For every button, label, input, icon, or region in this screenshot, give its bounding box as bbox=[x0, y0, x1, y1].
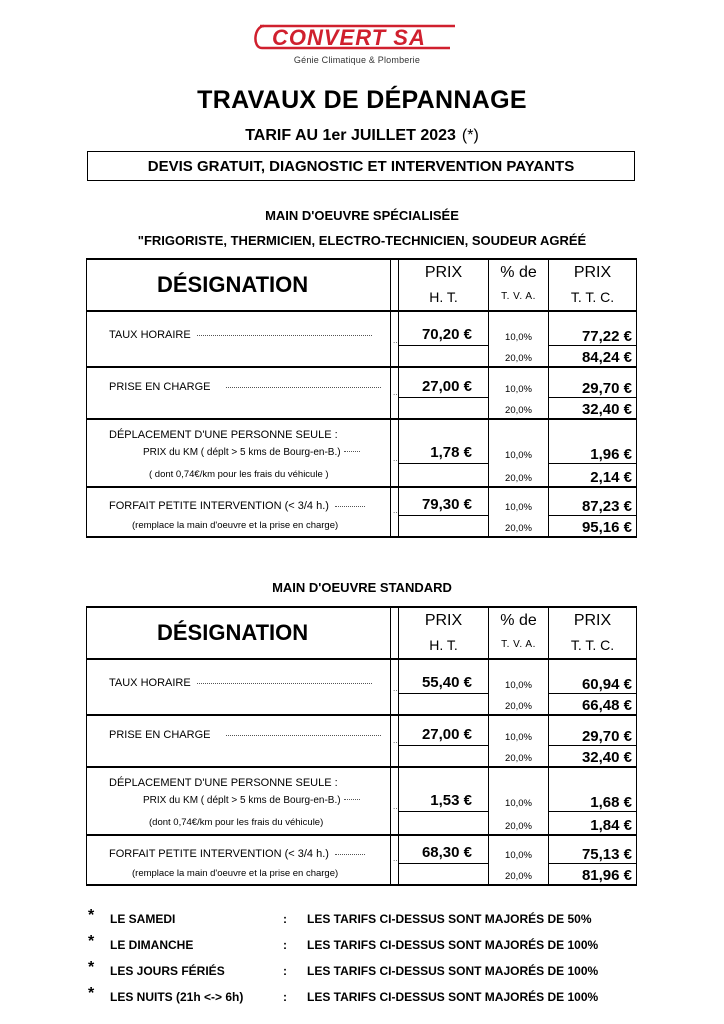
tva-rate: 20,0% bbox=[489, 515, 549, 537]
tva-rate: 10,0% bbox=[489, 789, 549, 811]
note-day: LES JOURS FÉRIÉS bbox=[110, 964, 225, 978]
row-label: PRISE EN CHARGE bbox=[109, 729, 211, 741]
row-label: DÉPLACEMENT D'UNE PERSONNE SEULE : bbox=[87, 767, 391, 789]
price-ht: 1,53 € bbox=[399, 789, 489, 811]
tva-rate: 10,0% bbox=[489, 487, 549, 515]
tva-rate: 10,0% bbox=[489, 367, 549, 397]
tva-rate: 20,0% bbox=[489, 345, 549, 367]
table-row: PRIX du KM ( déplt > 5 kms de Bourg-en-B.) .. 1,53 € 10,0% 1,68 € bbox=[87, 789, 637, 811]
table-row bbox=[87, 767, 637, 789]
price-ht: 68,30 € bbox=[399, 835, 489, 863]
row-label: PRISE EN CHARGE bbox=[109, 381, 211, 393]
asterisk-icon: * bbox=[88, 985, 95, 1002]
table-row bbox=[87, 515, 637, 537]
price-ttc: 2,14 € bbox=[549, 463, 637, 487]
row-label: TAUX HORAIRE bbox=[109, 677, 191, 689]
pricing-table-standard bbox=[86, 606, 637, 886]
row-sublabel: PRIX du KM ( déplt > 5 kms de Bourg-en-B.) bbox=[143, 446, 341, 458]
note-day: LE DIMANCHE bbox=[110, 938, 194, 952]
logo-brand-text: CONVERT SA bbox=[272, 25, 426, 50]
table-row: PRISE EN CHARGE .. 27,00 € 10,0% 29,70 € bbox=[87, 367, 637, 397]
asterisk-icon: * bbox=[88, 959, 95, 976]
table-row: PRISE EN CHARGE .. 27,00 € 10,0% 29,70 € bbox=[87, 715, 637, 745]
table-row bbox=[87, 745, 637, 767]
table-row bbox=[87, 463, 637, 487]
header-prix-ht: PRIX H. T. bbox=[399, 259, 489, 311]
tarif-date-text: TARIF AU 1er JUILLET 2023 bbox=[245, 127, 456, 144]
table-row: FORFAIT PETITE INTERVENTION (< 3/4 h.) .. 68,30 € 10,0% 75,13 € bbox=[87, 835, 637, 863]
price-ht: 27,00 € bbox=[399, 715, 489, 745]
price-ttc: 29,70 € bbox=[549, 367, 637, 397]
devis-banner: DEVIS GRATUIT, DIAGNOSTIC ET INTERVENTION PAYANTS bbox=[87, 151, 635, 181]
table-row: PRIX du KM ( déplt > 5 kms de Bourg-en-B.) .. 1,78 € 10,0% 1,96 € bbox=[87, 441, 637, 463]
price-ttc: 32,40 € bbox=[549, 745, 637, 767]
row-label: FORFAIT PETITE INTERVENTION (< 3/4 h.) bbox=[109, 500, 329, 512]
note-rule: LES TARIFS CI-DESSUS SONT MAJORÉS DE 100% bbox=[307, 964, 599, 978]
header-designation: DÉSIGNATION bbox=[87, 259, 391, 311]
page-title: TRAVAUX DE DÉPANNAGE bbox=[197, 86, 527, 114]
tva-rate: 10,0% bbox=[489, 715, 549, 745]
price-ttc: 87,23 € bbox=[549, 487, 637, 515]
price-ttc: 75,13 € bbox=[549, 835, 637, 863]
tarif-asterisk: (*) bbox=[461, 127, 479, 144]
price-ttc: 1,68 € bbox=[549, 789, 637, 811]
row-label: DÉPLACEMENT D'UNE PERSONNE SEULE : bbox=[87, 419, 391, 441]
price-ht: 1,78 € bbox=[399, 441, 489, 463]
row-label: FORFAIT PETITE INTERVENTION (< 3/4 h.) bbox=[109, 848, 329, 860]
price-ht: 27,00 € bbox=[399, 367, 489, 397]
asterisk-icon: * bbox=[88, 907, 95, 924]
row-note: (remplace la main d'oeuvre et la prise en charge) bbox=[87, 515, 391, 537]
price-ttc: 81,96 € bbox=[549, 863, 637, 885]
note-day: LES NUITS (21h <-> 6h) bbox=[110, 990, 244, 1004]
note-day: LE SAMEDI bbox=[110, 912, 176, 926]
section-title-standard: MAIN D'OEUVRE STANDARD bbox=[272, 580, 452, 595]
tva-rate: 20,0% bbox=[489, 745, 549, 767]
price-ht: 55,40 € bbox=[399, 659, 489, 693]
row-sublabel: PRIX du KM ( déplt > 5 kms de Bourg-en-B.) bbox=[143, 794, 341, 806]
table-row bbox=[87, 397, 637, 419]
table-header bbox=[87, 607, 637, 659]
asterisk-icon: * bbox=[88, 933, 95, 950]
note-rule: LES TARIFS CI-DESSUS SONT MAJORÉS DE 100% bbox=[307, 938, 599, 952]
tva-rate: 20,0% bbox=[489, 693, 549, 715]
table-row bbox=[87, 693, 637, 715]
price-ttc: 60,94 € bbox=[549, 659, 637, 693]
row-note: (dont 0,74€/km pour les frais du véhicule) bbox=[87, 811, 391, 835]
row-note: ( dont 0,74€/km pour les frais du véhicule ) bbox=[87, 463, 391, 487]
table-row bbox=[87, 419, 637, 441]
table-row: FORFAIT PETITE INTERVENTION (< 3/4 h.) .. 79,30 € 10,0% 87,23 € bbox=[87, 487, 637, 515]
header-designation: DÉSIGNATION bbox=[87, 607, 391, 659]
row-label: TAUX HORAIRE bbox=[109, 329, 191, 341]
price-ttc: 84,24 € bbox=[549, 345, 637, 367]
convert-logo-mark bbox=[250, 22, 464, 56]
price-ttc: 29,70 € bbox=[549, 715, 637, 745]
header-prix-ttc: PRIX T. T. C. bbox=[549, 259, 637, 311]
table-row bbox=[87, 863, 637, 885]
price-ttc: 95,16 € bbox=[549, 515, 637, 537]
header-prix-ht: PRIX H. T. bbox=[399, 607, 489, 659]
price-ttc: 32,40 € bbox=[549, 397, 637, 419]
header-prix-ttc: PRIX T. T. C. bbox=[549, 607, 637, 659]
row-note: (remplace la main d'oeuvre et la prise en charge) bbox=[87, 863, 391, 885]
header-tva: % de T. V. A. bbox=[489, 259, 549, 311]
header-tva: % de T. V. A. bbox=[489, 607, 549, 659]
price-ht: 70,20 € bbox=[399, 311, 489, 345]
table-row bbox=[87, 811, 637, 835]
price-ttc: 77,22 € bbox=[549, 311, 637, 345]
logo-tagline: Génie Climatique & Plomberie bbox=[293, 55, 421, 65]
tarif-date bbox=[0, 127, 724, 145]
tva-rate: 20,0% bbox=[489, 463, 549, 487]
section-subtitle-specialised: "FRIGORISTE, THERMICIEN, ELECTRO-TECHNICIEN, SOUDEUR AGRÉÉ bbox=[137, 233, 587, 248]
tva-rate: 20,0% bbox=[489, 863, 549, 885]
table-row bbox=[87, 345, 637, 367]
table-row: TAUX HORAIRE .. 55,40 € 10,0% 60,94 € bbox=[87, 659, 637, 693]
tva-rate: 20,0% bbox=[489, 811, 549, 835]
note-rule: LES TARIFS CI-DESSUS SONT MAJORÉS DE 50% bbox=[307, 912, 592, 926]
price-ht: 79,30 € bbox=[399, 487, 489, 515]
tva-rate: 10,0% bbox=[489, 659, 549, 693]
tva-rate: 20,0% bbox=[489, 397, 549, 419]
tva-rate: 10,0% bbox=[489, 835, 549, 863]
price-ttc: 1,96 € bbox=[549, 441, 637, 463]
note-rule: LES TARIFS CI-DESSUS SONT MAJORÉS DE 100% bbox=[307, 990, 599, 1004]
section-title-specialised: MAIN D'OEUVRE SPÉCIALISÉE bbox=[265, 208, 459, 223]
price-ttc: 66,48 € bbox=[549, 693, 637, 715]
table-header bbox=[87, 259, 637, 311]
tva-rate: 10,0% bbox=[489, 441, 549, 463]
price-ttc: 1,84 € bbox=[549, 811, 637, 835]
pricing-table-specialised bbox=[86, 258, 637, 538]
tva-rate: 10,0% bbox=[489, 311, 549, 345]
company-logo bbox=[250, 22, 464, 70]
table-row: TAUX HORAIRE .. 70,20 € 10,0% 77,22 € bbox=[87, 311, 637, 345]
